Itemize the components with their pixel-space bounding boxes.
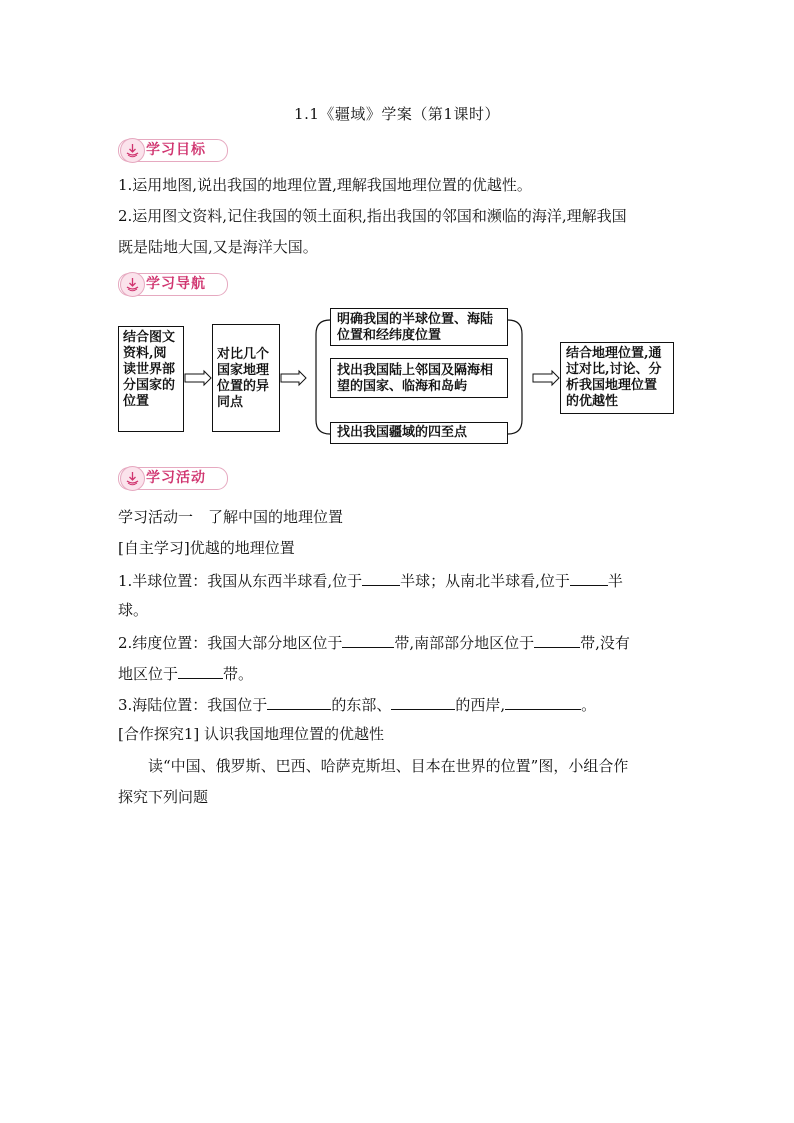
question-3 [118, 693, 596, 715]
question-text: 1.半球位置：我国从东西半球看,位于 [118, 572, 363, 590]
answer-blank[interactable] [505, 693, 581, 710]
section-label-text: 学习导航 [146, 276, 206, 292]
question-text: 带,南部部分地区位于 [394, 634, 535, 652]
flow-branch-neighbors: 找出我国陆上邻国及隔海相望的国家、临海和岛屿 [330, 358, 508, 398]
section-label-text: 学习活动 [146, 470, 206, 486]
flow-box-conclusion: 结合地理位置,通过对比,讨论、分析我国地理位置的优越性 [560, 342, 674, 414]
flow-branch-extremes: 找出我国疆域的四至点 [330, 422, 508, 444]
section-label-activity [118, 467, 228, 490]
question-text: 3.海陆位置：我国位于 [118, 696, 268, 714]
instruction-paragraph-line-1: 读“中国、俄罗斯、巴西、哈萨克斯坦、目本在世界的位置”图，小组合作 [148, 757, 629, 775]
flow-branch-hemisphere: 明确我国的半球位置、海陆位置和经纬度位置 [330, 308, 508, 346]
flow-arrow [185, 371, 211, 385]
flow-arrow [533, 371, 559, 385]
question-text: 地区位于 [118, 665, 179, 683]
question-text: 半球；从南北半球看,位于 [400, 572, 570, 590]
activity-heading: 学习活动一 了解中国的地理位置 [118, 508, 344, 526]
answer-blank[interactable] [570, 569, 608, 586]
question-2-continued [118, 662, 253, 684]
flow-arrow [281, 371, 306, 385]
activity-subheading-self-study: [自主学习]优越的地理位置 [118, 539, 295, 557]
answer-blank[interactable] [178, 662, 223, 679]
section-icon [120, 466, 145, 491]
answer-blank[interactable] [362, 569, 400, 586]
answer-blank[interactable] [342, 631, 394, 648]
activity-subheading-cooperative: [合作探究1] 认识我国地理位置的优越性 [118, 725, 385, 743]
answer-blank[interactable] [391, 693, 455, 710]
question-1-continued: 球。 [118, 601, 149, 619]
question-2 [118, 631, 630, 653]
question-text: 带。 [223, 665, 254, 683]
answer-blank[interactable] [534, 631, 580, 648]
flow-box-read-maps: 结合图文资料,阅读世界部分国家的位置 [118, 326, 184, 432]
question-text: 的西岸, [455, 696, 506, 714]
flow-box-compare: 对比几个国家地理位置的异同点 [212, 324, 280, 432]
page-title: 1.1《疆域》学案（第1课时） [294, 105, 500, 123]
question-text: 带,没有 [580, 634, 630, 652]
question-text: 。 [581, 696, 597, 714]
section-label-text: 学习目标 [146, 142, 206, 158]
question-1 [118, 569, 623, 591]
instruction-paragraph-line-2: 探究下列问题 [118, 788, 209, 806]
goal-item-2-line-2: 既是陆地大国,又是海洋大国。 [118, 238, 318, 256]
answer-blank[interactable] [267, 693, 331, 710]
question-text: 半 [607, 572, 623, 590]
question-text: 2.纬度位置：我国大部分地区位于 [118, 634, 343, 652]
goal-item-2-line-1: 2.运用图文资料,记住我国的领土面积,指出我国的邻国和濒临的海洋,理解我国 [118, 207, 627, 225]
question-text: 的东部、 [331, 696, 392, 714]
goal-item-1: 1.运用地图,说出我国的地理位置,理解我国地理位置的优越性。 [118, 176, 532, 194]
